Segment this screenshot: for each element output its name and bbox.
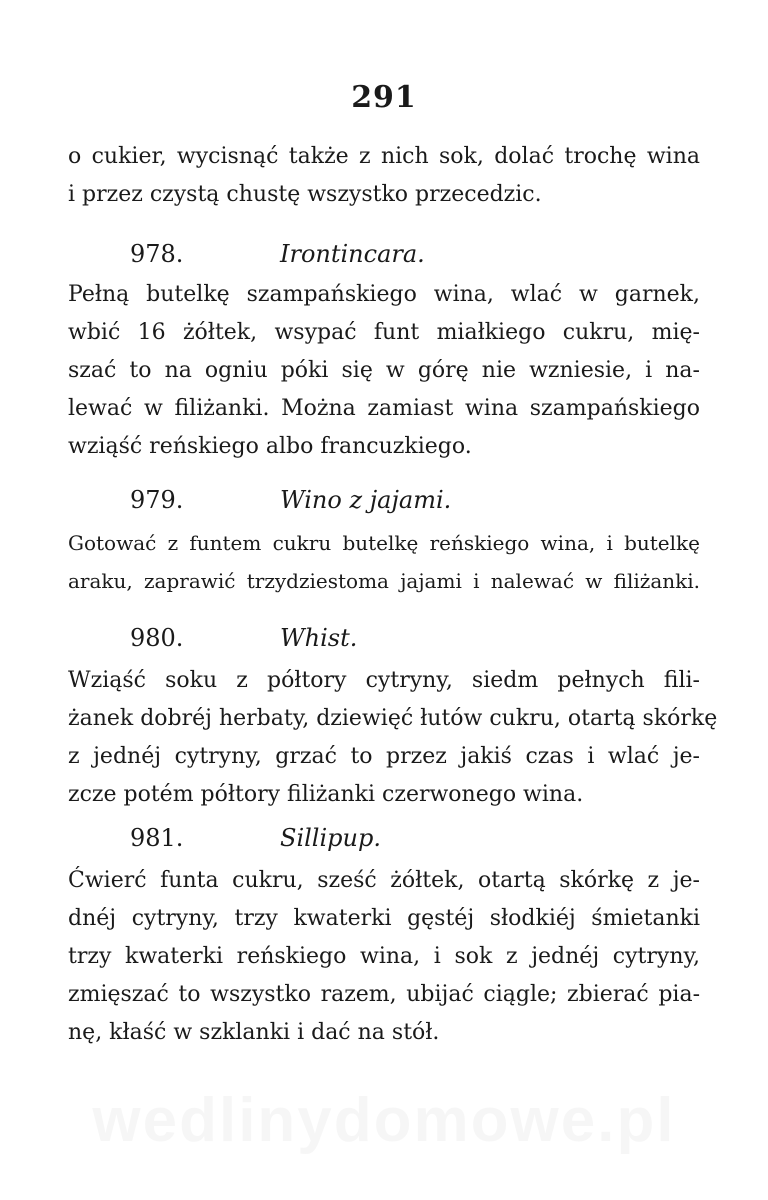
site-watermark <box>0 1085 768 1156</box>
intro-paragraph <box>68 138 700 214</box>
text-line: wziąść reńskiego albo francuzkiego. <box>68 434 472 459</box>
recipe-title: Whist. <box>280 624 358 652</box>
recipe-heading <box>130 818 630 858</box>
recipe-heading <box>130 234 630 274</box>
text-line: zmięszać to wszystko razem, ubijać ciągle; zbierać pia- <box>68 982 700 1007</box>
text-line: żanek dobréj herbaty, dziewięć łutów cukru, otartą skórkę <box>68 706 718 731</box>
text-line: szać to na ogniu póki się w górę nie wzniesie, i na- <box>68 358 700 383</box>
text-line: dnéj cytryny, trzy kwaterki gęstéj słodkiéj śmietanki <box>68 906 700 931</box>
recipe-body <box>68 276 700 466</box>
recipe-body <box>68 524 700 600</box>
recipe-title: Sillipup. <box>280 824 381 852</box>
text-line: z jednéj cytryny, grzać to przez jakiś czas i wlać je- <box>68 744 700 769</box>
recipe-heading <box>130 618 630 658</box>
text-line: i przez czystą chustę wszystko przecedzic. <box>68 182 542 207</box>
page-number: 291 <box>351 80 417 115</box>
recipe-number: 980. <box>130 624 184 652</box>
recipe-heading <box>130 480 630 520</box>
text-line: trzy kwaterki reńskiego wina, i sok z jednéj cytryny, <box>68 944 700 969</box>
text-line: nę, kłaść w szklanki i dać na stół. <box>68 1020 440 1045</box>
text-line: Ćwierć funta cukru, sześć żółtek, otartą skórkę z je- <box>68 868 700 893</box>
recipe-number: 981. <box>130 824 184 852</box>
recipe-body <box>68 662 718 814</box>
text-line: o cukier, wycisnąć także z nich sok, dolać trochę wina <box>68 144 700 169</box>
recipe-title: Wino z jajami. <box>280 486 452 514</box>
text-line: Pełną butelkę szampańskiego wina, wlać w garnek, <box>68 282 700 307</box>
text-line: Gotować z funtem cukru butelkę reńskiego wina, i butelkę <box>68 531 700 555</box>
text-line: lewać w filiżanki. Można zamiast wina szampańskiego <box>68 396 700 421</box>
text-line: zcze potém półtory filiżanki czerwonego wina. <box>68 782 584 807</box>
text-line: Wziąść soku z półtory cytryny, siedm pełnych fili- <box>68 668 700 693</box>
recipe-number: 979. <box>130 486 184 514</box>
recipe-title: Irontincara. <box>280 240 425 268</box>
recipe-number: 978. <box>130 240 184 268</box>
recipe-body <box>68 862 700 1052</box>
text-line: araku, zaprawić trzydziestoma jajami i nalewać w filiżanki. <box>68 569 700 593</box>
text-line: wbić 16 żółtek, wsypać funt miałkiego cukru, mię- <box>68 320 700 345</box>
